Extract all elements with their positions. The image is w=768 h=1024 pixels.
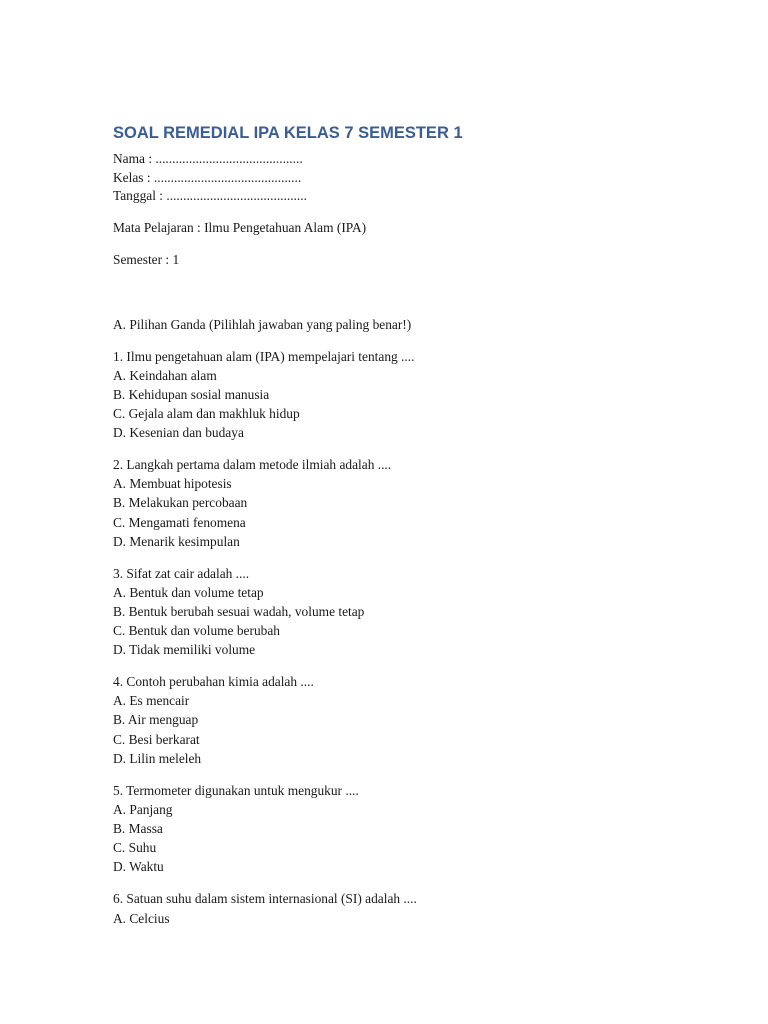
answer-option: B. Melakukan percobaan: [113, 495, 248, 510]
answer-option: C. Mengamati fenomena: [113, 515, 246, 530]
subject-line: Mata Pelajaran : Ilmu Pengetahuan Alam (IPA): [113, 220, 367, 235]
document-title: SOAL REMEDIAL IPA KELAS 7 SEMESTER 1: [113, 124, 463, 142]
answer-option: A. Keindahan alam: [113, 368, 217, 383]
answer-option: B. Air menguap: [113, 712, 199, 727]
answer-option: D. Lilin meleleh: [113, 751, 202, 766]
date-field: Tanggal : ..........................................: [113, 188, 307, 203]
answer-option: C. Besi berkarat: [113, 732, 200, 747]
question-text: 6. Satuan suhu dalam sistem internasional (SI) adalah ....: [113, 891, 417, 906]
answer-option: C. Suhu: [113, 840, 157, 855]
answer-option: D. Menarik kesimpulan: [113, 534, 240, 549]
question-text: 1. Ilmu pengetahuan alam (IPA) mempelajari tentang ....: [113, 349, 415, 364]
answer-option: D. Kesenian dan budaya: [113, 425, 244, 440]
question-text: 2. Langkah pertama dalam metode ilmiah adalah ....: [113, 457, 392, 472]
answer-option: D. Tidak memiliki volume: [113, 642, 256, 657]
answer-option: A. Panjang: [113, 802, 173, 817]
answer-option: D. Waktu: [113, 859, 164, 874]
question-text: 5. Termometer digunakan untuk mengukur ....: [113, 783, 359, 798]
semester-line: Semester : 1: [113, 252, 180, 267]
answer-option: B. Bentuk berubah sesuai wadah, volume tetap: [113, 604, 365, 619]
answer-option: A. Celcius: [113, 911, 170, 926]
answer-option: A. Es mencair: [113, 693, 190, 708]
answer-option: C. Bentuk dan volume berubah: [113, 623, 280, 638]
question-text: 4. Contoh perubahan kimia adalah ....: [113, 674, 314, 689]
answer-option: B. Kehidupan sosial manusia: [113, 387, 270, 402]
answer-option: C. Gejala alam dan makhluk hidup: [113, 406, 300, 421]
answer-option: A. Membuat hipotesis: [113, 476, 232, 491]
section-heading: A. Pilihan Ganda (Pilihlah jawaban yang paling benar!): [113, 317, 412, 332]
question-text: 3. Sifat zat cair adalah ....: [113, 566, 250, 581]
name-field: Nama : ............................................: [113, 151, 303, 166]
answer-option: B. Massa: [113, 821, 163, 836]
answer-option: A. Bentuk dan volume tetap: [113, 585, 264, 600]
class-field: Kelas : ............................................: [113, 170, 302, 185]
